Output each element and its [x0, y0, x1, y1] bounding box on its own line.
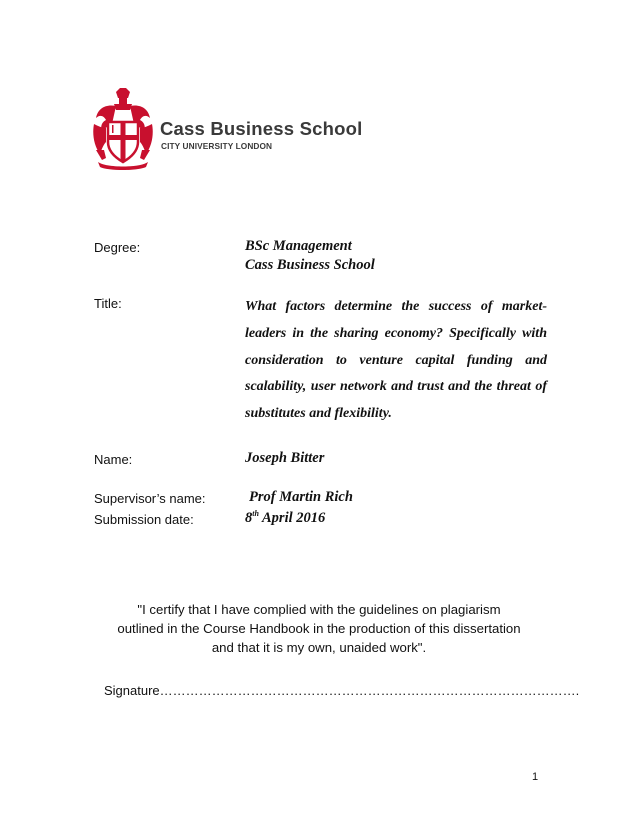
degree-school: Cass Business School — [245, 257, 375, 273]
supervisor-label: Supervisor’s name: — [94, 491, 206, 506]
submission-label: Submission date: — [94, 512, 194, 527]
supervisor-value: Prof Martin Rich — [249, 489, 353, 505]
name-value: Joseph Bitter — [245, 450, 325, 466]
cass-business-school-logo — [92, 88, 363, 170]
submission-month-year: April 2016 — [258, 510, 326, 526]
certification-line-1: "I certify that I have complied with the guidelines on plagiarism — [137, 602, 501, 617]
certification-line-3: and that it is my own, unaided work". — [211, 640, 427, 655]
dissertation-title: What factors determine the success of market-leaders in the sharing economy? Specifically with consideration to venture capital funding and scalability, user network and trust and the threat of substitutes and flexibility. — [245, 299, 547, 422]
submission-day-suffix: th — [252, 509, 259, 519]
submission-value — [245, 510, 325, 527]
submission-day: 8 — [245, 510, 253, 526]
certification-statement — [60, 600, 578, 657]
logo-title: Cass Business School — [160, 118, 363, 139]
signature-dots: ……………………………………………………………………………………. — [159, 683, 580, 698]
name-label: Name: — [94, 452, 133, 467]
page-number: 1 — [532, 771, 539, 783]
logo-subtitle: CITY UNIVERSITY LONDON — [161, 141, 273, 151]
crest-icon — [92, 88, 154, 170]
certification-line-2: outlined in the Course Handbook in the production of this dissertation — [117, 621, 521, 636]
degree-label: Degree: — [94, 240, 141, 255]
signature-line — [104, 683, 579, 698]
degree-value: BSc Management — [245, 238, 352, 254]
signature-label: Signature — [104, 683, 160, 698]
title-label: Title: — [94, 296, 122, 311]
